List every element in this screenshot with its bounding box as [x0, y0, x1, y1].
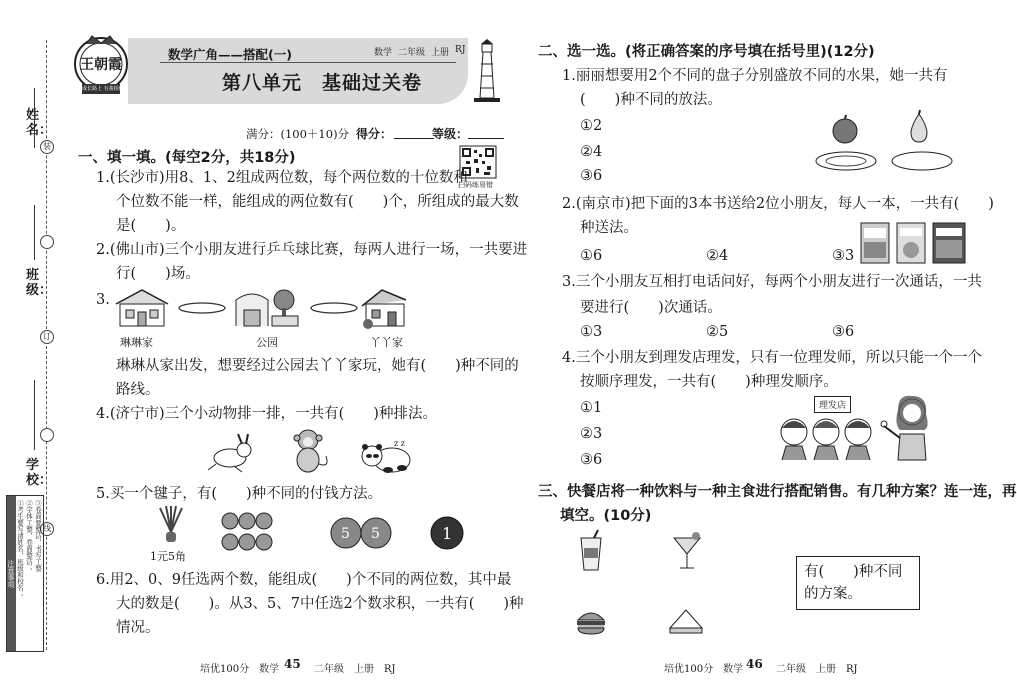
question-line: 4.三个小朋友到理发店理发，只有一位理发师，所以只能一个一个: [562, 350, 982, 366]
svg-text:5: 5: [341, 526, 350, 542]
svg-text:z z: z z: [394, 439, 405, 448]
book-icon: [932, 222, 966, 268]
subject-tag: RJ: [455, 45, 466, 55]
section-title: 三、快餐店将一种饮料与一种主食进行搭配销售。有几种方案？连一连，再: [538, 484, 1017, 500]
school-label: 学校：: [26, 458, 53, 488]
brand-name: 王朝霞: [80, 57, 122, 73]
unit-title: 第八单元 基础过关卷: [222, 72, 423, 94]
park-icon: [232, 286, 302, 334]
class-label: 班级：: [26, 268, 53, 298]
question-line: 1.丽丽想要用2个不同的盘子分别盛放不同的水果，她一共有: [562, 68, 948, 84]
section-title: 一、填一填。(每空2分，共18分): [78, 150, 296, 166]
question-line: 5.买一个毽子，有( )种不同的付钱方法。: [96, 486, 383, 502]
cut-mark: [40, 235, 54, 249]
score-label: 得分：: [356, 127, 393, 141]
lighthouse-icon: [470, 38, 504, 108]
rabbit-icon: [204, 434, 256, 478]
brand-logo: [72, 34, 130, 100]
coin-five-jiao-icon: [330, 516, 392, 554]
barber-sign: 理发店: [814, 396, 851, 413]
question-line: 行( )场。: [116, 266, 200, 282]
note-item: ①考生要写清姓名，班级和校名；: [16, 500, 24, 598]
answer-box-line: 有( )种不同: [804, 564, 903, 580]
notes-title: 注意事项: [7, 496, 16, 651]
option: ①2: [580, 118, 603, 134]
cocktail-icon: [672, 528, 702, 576]
option: ③3: [832, 248, 855, 264]
option: ①1: [580, 400, 603, 416]
plate-icon: [814, 150, 878, 176]
house-icon: [360, 286, 410, 334]
price-label: 1元5角: [150, 550, 186, 563]
name-label: 姓名：: [26, 108, 53, 138]
option: ①3: [580, 324, 603, 340]
question-line: ( )种不同的放法。: [580, 92, 722, 108]
qr-caption: 扫码练易错: [458, 181, 493, 189]
question-line: 种送法。: [580, 220, 638, 236]
barber-icon: [880, 394, 936, 464]
page-number: 45: [284, 657, 301, 671]
coin-one-yuan-icon: [430, 516, 464, 554]
place-label: 琳琳家: [120, 336, 153, 349]
question-line: 2.(佛山市)三个小朋友进行乒乓球比赛，每两人进行一场，一共要进: [96, 242, 528, 258]
coin-group-icon: [222, 512, 272, 556]
panda-icon: [360, 438, 412, 478]
pear-icon: [906, 110, 932, 148]
children-icon: [778, 410, 878, 464]
option: ①6: [580, 248, 603, 264]
question-line: 3.三个小朋友互相打电话问好，每两个小朋友进行一次通话，一共: [562, 274, 982, 290]
footer-grade: 二年级 上册 RJ: [776, 664, 858, 675]
house-icon: [114, 288, 170, 332]
burger-icon: [576, 610, 606, 640]
place-label: 公园: [256, 336, 278, 349]
section-title: 填空。(10分): [560, 508, 652, 524]
grade-label: 等级：: [432, 127, 469, 141]
subject-tag: 数学: [374, 48, 393, 58]
question-line: 2.(南京市)把下面的3本书送给2位小朋友，每人一本，一共有( ): [562, 196, 994, 212]
book-icon: [860, 222, 890, 268]
option: ②4: [580, 144, 603, 160]
juice-cup-icon: [578, 530, 604, 576]
question-line: 大的数是( )。从3、5、7中任选2个数求积，一共有( )种: [116, 596, 524, 612]
score-full: 满分：(100＋10)分: [246, 127, 350, 141]
option: ②5: [706, 324, 729, 340]
cut-mark: 线: [40, 522, 54, 536]
option: ③6: [580, 168, 603, 184]
place-label: 丫丫家: [370, 336, 403, 349]
question-line: 是( )。: [116, 218, 186, 234]
note-item: ②字体工整，卷面整洁；: [25, 500, 33, 572]
score-field[interactable]: [394, 138, 434, 139]
question-line: 1.(长沙市)用8、1、2组成两位数，每个两位数的十位数和: [96, 170, 468, 186]
brand-tagline: 成长路上 有我相伴: [82, 86, 124, 92]
section-title: 二、选一选。(将正确答案的序号填在括号里)(12分): [538, 44, 875, 60]
question-line: 情况。: [116, 620, 160, 636]
question-line: 按顺序理发，一共有( )种理发顺序。: [580, 374, 838, 390]
road-ellipse: [178, 300, 226, 320]
book-icon: [896, 222, 926, 268]
option: ③6: [832, 324, 855, 340]
topic-title: 数学广角——搭配(一): [168, 47, 292, 62]
question-line: 6.用2、0、9任选两个数，能组成( )个不同的两位数，其中最: [96, 572, 512, 588]
subject-tag: 上册: [431, 48, 450, 58]
note-item: ③卷面要整洁，书写工整: [34, 500, 42, 572]
question-line: 个位数不能一样，能组成的两位数有( )个，所组成的最大数: [116, 194, 519, 210]
option: ③6: [580, 452, 603, 468]
road-ellipse: [310, 300, 358, 320]
plate-icon: [890, 150, 954, 176]
option: ②4: [706, 248, 729, 264]
svg-text:5: 5: [371, 526, 380, 542]
question-line: 路线。: [116, 382, 160, 398]
notes-box: [6, 495, 44, 652]
apple-icon: [830, 114, 860, 148]
question-line: 琳琳从家出发，想要经过公园去丫丫家玩，她有( )种不同的: [116, 358, 519, 374]
subject-tags: [374, 45, 465, 58]
question-line: 4.(济宁市)三个小动物排一排，一共有( )种排法。: [96, 406, 437, 422]
footer-book: 培优100分 数学: [664, 664, 744, 675]
footer-book: 培优100分 数学: [200, 664, 280, 675]
cut-mark: 订: [40, 330, 54, 344]
svg-text:1: 1: [442, 524, 453, 543]
question-number: 3.: [96, 292, 110, 308]
subject-tag: 二年级: [398, 48, 426, 58]
cut-mark: 装: [40, 140, 54, 154]
footer-grade: 二年级 上册 RJ: [314, 664, 396, 675]
answer-box-line: 的方案。: [804, 586, 862, 602]
monkey-icon: [286, 428, 330, 478]
grade-field[interactable]: [468, 138, 504, 139]
option: ②3: [580, 426, 603, 442]
shuttlecock-icon: [156, 506, 186, 550]
sandwich-icon: [668, 606, 704, 640]
question-line: 要进行( )次通话。: [580, 300, 722, 316]
page-number: 46: [746, 657, 763, 671]
cut-mark: [40, 428, 54, 442]
